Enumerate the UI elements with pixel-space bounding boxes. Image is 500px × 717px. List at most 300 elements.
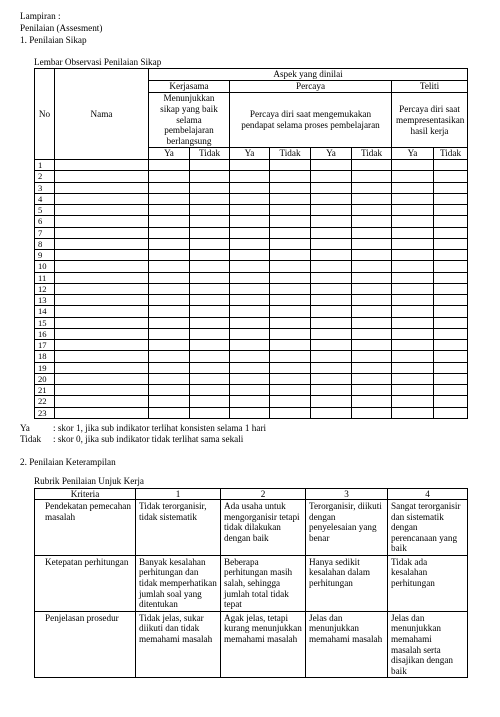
group-teliti: Teliti — [392, 81, 468, 93]
score-cell[interactable] — [149, 193, 190, 204]
score-cell[interactable] — [352, 396, 392, 407]
rubric-row — [35, 500, 468, 556]
row-number: 14 — [35, 306, 55, 317]
row-number: 13 — [35, 295, 55, 306]
table-row — [35, 362, 468, 373]
score-cell[interactable] — [352, 182, 392, 193]
score-cell[interactable] — [392, 407, 434, 418]
score-cell[interactable] — [190, 193, 230, 204]
score-cell[interactable] — [434, 351, 468, 362]
score-cell[interactable] — [352, 295, 392, 306]
score-cell[interactable] — [149, 340, 190, 351]
score-cell[interactable] — [311, 272, 352, 283]
score-cell[interactable] — [392, 317, 434, 328]
rubric-cell-score-2: Agak jelas, tetapi kurang menunjukkan memahami masalah — [221, 611, 306, 677]
score-cell[interactable] — [434, 216, 468, 227]
table-row — [35, 328, 468, 339]
name-cell[interactable] — [55, 328, 149, 339]
score-cell[interactable] — [434, 160, 468, 171]
row-number: 2 — [35, 171, 55, 182]
score-cell[interactable] — [311, 261, 352, 272]
table-row — [35, 171, 468, 182]
name-cell[interactable] — [55, 283, 149, 294]
row-number: 23 — [35, 407, 55, 418]
score-cell[interactable] — [352, 193, 392, 204]
score-cell[interactable] — [352, 227, 392, 238]
score-cell[interactable] — [230, 171, 270, 182]
name-cell[interactable] — [55, 160, 149, 171]
score-cell[interactable] — [311, 193, 352, 204]
score-cell[interactable] — [434, 362, 468, 373]
table-row — [35, 227, 468, 238]
row-number: 12 — [35, 283, 55, 294]
rubric-caption: Rubrik Penilaian Unjuk Kerja — [34, 476, 144, 486]
table-row — [35, 272, 468, 283]
score-cell[interactable] — [311, 396, 352, 407]
score-cell[interactable] — [352, 272, 392, 283]
score-cell[interactable] — [149, 295, 190, 306]
score-cell[interactable] — [352, 407, 392, 418]
score-cell[interactable] — [352, 351, 392, 362]
score-cell[interactable] — [149, 261, 190, 272]
row-number: 18 — [35, 351, 55, 362]
score-cell[interactable] — [311, 351, 352, 362]
score-cell[interactable] — [230, 351, 270, 362]
score-cell[interactable] — [190, 317, 230, 328]
table-row — [35, 182, 468, 193]
name-cell[interactable] — [55, 193, 149, 204]
row-number: 4 — [35, 193, 55, 204]
score-cell[interactable] — [352, 171, 392, 182]
score-cell[interactable] — [392, 272, 434, 283]
rubric-table — [34, 488, 468, 678]
score-cell[interactable] — [149, 306, 190, 317]
score-cell[interactable] — [352, 250, 392, 261]
score-cell[interactable] — [311, 182, 352, 193]
score-cell[interactable] — [149, 238, 190, 249]
score-cell[interactable] — [190, 385, 230, 396]
score-cell[interactable] — [230, 216, 270, 227]
row-number: 11 — [35, 272, 55, 283]
score-cell[interactable] — [230, 385, 270, 396]
table-row — [35, 238, 468, 249]
score-cell[interactable] — [352, 340, 392, 351]
score-cell[interactable] — [311, 171, 352, 182]
rubric-header-score-1: 1 — [136, 489, 221, 500]
score-cell[interactable] — [190, 250, 230, 261]
table-row — [35, 216, 468, 227]
row-number: 20 — [35, 373, 55, 384]
observation-table — [34, 68, 468, 419]
score-cell[interactable] — [311, 306, 352, 317]
score-cell[interactable] — [392, 238, 434, 249]
score-cell[interactable] — [230, 328, 270, 339]
score-cell[interactable] — [149, 171, 190, 182]
score-cell[interactable] — [230, 261, 270, 272]
name-cell[interactable] — [55, 171, 149, 182]
table-row — [35, 295, 468, 306]
table-row — [35, 373, 468, 384]
score-cell[interactable] — [311, 328, 352, 339]
score-cell[interactable] — [190, 340, 230, 351]
row-number: 16 — [35, 328, 55, 339]
legend-ya-key: Ya — [20, 423, 30, 433]
score-cell[interactable] — [352, 362, 392, 373]
table-row — [35, 250, 468, 261]
score-cell[interactable] — [434, 328, 468, 339]
rubric-cell-score-2: Beberapa perhitungan masih salah, sehingga jumlah total tidak tepat — [221, 555, 306, 611]
score-cell[interactable] — [270, 238, 311, 249]
legend-tidak-key: Tidak — [20, 434, 42, 444]
score-cell[interactable] — [190, 351, 230, 362]
score-cell[interactable] — [311, 216, 352, 227]
score-cell[interactable] — [270, 306, 311, 317]
aspek-header: Aspek yang dinilai — [149, 69, 468, 81]
score-cell[interactable] — [270, 171, 311, 182]
rubric-cell-score-1: Tidak terorganisir, tidak sistematik — [136, 500, 221, 556]
score-cell[interactable] — [392, 340, 434, 351]
score-cell[interactable] — [230, 193, 270, 204]
score-cell[interactable] — [270, 272, 311, 283]
name-cell[interactable] — [55, 261, 149, 272]
rubric-criteria: Ketepatan perhitungan — [35, 555, 136, 611]
score-cell[interactable] — [230, 227, 270, 238]
subheader-tidak: Tidak — [270, 148, 311, 160]
legend-tidak-text: : skor 0, jika sub indikator tidak terlihat sama sekali — [53, 434, 244, 444]
score-cell[interactable] — [311, 295, 352, 306]
score-cell[interactable] — [190, 160, 230, 171]
score-cell[interactable] — [392, 250, 434, 261]
score-cell[interactable] — [230, 238, 270, 249]
score-cell[interactable] — [190, 238, 230, 249]
row-number: 17 — [35, 340, 55, 351]
score-cell[interactable] — [392, 261, 434, 272]
score-cell[interactable] — [270, 362, 311, 373]
name-cell[interactable] — [55, 340, 149, 351]
name-cell[interactable] — [55, 306, 149, 317]
score-cell[interactable] — [270, 283, 311, 294]
rubric-cell-score-1: Tidak jelas, sukar diikuti dan tidak memahami masalah — [136, 611, 221, 677]
rubric-header-score-2: 2 — [221, 489, 306, 500]
score-cell[interactable] — [352, 205, 392, 216]
rubric-cell-score-4: Tidak ada kesalahan perhitungan — [388, 555, 468, 611]
table-caption-observasi: Lembar Observasi Penilaian Sikap — [34, 57, 162, 67]
group-percaya: Percaya — [230, 81, 392, 93]
score-cell[interactable] — [352, 261, 392, 272]
rubric-cell-score-3: Jelas dan menunjukkan memahami masalah — [306, 611, 388, 677]
score-cell[interactable] — [434, 373, 468, 384]
row-number: 1 — [35, 160, 55, 171]
score-cell[interactable] — [230, 250, 270, 261]
score-cell[interactable] — [149, 182, 190, 193]
rubric-cell-score-4: Sangat terorganisir dan sistematik dengan perencanaan yang baik — [388, 500, 468, 556]
row-number: 9 — [35, 250, 55, 261]
col-nama-header: Nama — [55, 69, 149, 160]
section-heading-keterampilan: 2. Penilaian Keterampilan — [20, 457, 116, 467]
table-row — [35, 306, 468, 317]
score-cell[interactable] — [392, 182, 434, 193]
rubric-cell-score-2: Ada usaha untuk mengorganisir tetapi tidak dilakukan dengan baik — [221, 500, 306, 556]
score-cell[interactable] — [230, 396, 270, 407]
score-cell[interactable] — [190, 261, 230, 272]
score-cell[interactable] — [270, 160, 311, 171]
table-row — [35, 160, 468, 171]
table-row — [35, 205, 468, 216]
rubric-header-score-3: 3 — [306, 489, 388, 500]
score-cell[interactable] — [434, 272, 468, 283]
score-cell[interactable] — [352, 373, 392, 384]
score-cell[interactable] — [434, 182, 468, 193]
row-number: 6 — [35, 216, 55, 227]
score-cell[interactable] — [392, 205, 434, 216]
score-cell[interactable] — [149, 396, 190, 407]
score-cell[interactable] — [270, 261, 311, 272]
rubric-cell-score-4: Jelas dan menunjukkan memahami masalah serta disajikan dengan baik — [388, 611, 468, 677]
score-cell[interactable] — [149, 351, 190, 362]
name-cell[interactable] — [55, 182, 149, 193]
subheader-tidak: Tidak — [434, 148, 468, 160]
score-cell[interactable] — [352, 283, 392, 294]
name-cell[interactable] — [55, 205, 149, 216]
score-cell[interactable] — [434, 227, 468, 238]
title: Lampiran : — [20, 11, 61, 21]
score-cell[interactable] — [270, 317, 311, 328]
score-cell[interactable] — [311, 227, 352, 238]
score-cell[interactable] — [434, 317, 468, 328]
table-row — [35, 193, 468, 204]
score-cell[interactable] — [190, 216, 230, 227]
score-cell[interactable] — [149, 373, 190, 384]
score-cell[interactable] — [392, 385, 434, 396]
score-cell[interactable] — [392, 227, 434, 238]
score-cell[interactable] — [392, 160, 434, 171]
score-cell[interactable] — [270, 340, 311, 351]
subheader-ya: Ya — [230, 148, 270, 160]
score-cell[interactable] — [392, 396, 434, 407]
col-no-header: No — [35, 69, 55, 160]
score-cell[interactable] — [149, 250, 190, 261]
name-cell[interactable] — [55, 227, 149, 238]
score-cell[interactable] — [311, 373, 352, 384]
score-cell[interactable] — [392, 328, 434, 339]
score-cell[interactable] — [190, 227, 230, 238]
score-cell[interactable] — [311, 407, 352, 418]
score-cell[interactable] — [434, 407, 468, 418]
rubric-row — [35, 555, 468, 611]
score-cell[interactable] — [270, 351, 311, 362]
score-cell[interactable] — [270, 373, 311, 384]
row-number: 19 — [35, 362, 55, 373]
row-number: 5 — [35, 205, 55, 216]
name-cell[interactable] — [55, 373, 149, 384]
rubric-cell-score-3: Hanya sedikit kesalahan dalam perhitungan — [306, 555, 388, 611]
descriptor-teliti: Percaya diri saat mempresentasikan hasil kerja — [392, 93, 468, 148]
name-cell[interactable] — [55, 317, 149, 328]
score-cell[interactable] — [149, 407, 190, 418]
table-row — [35, 351, 468, 362]
score-cell[interactable] — [230, 283, 270, 294]
score-cell[interactable] — [352, 216, 392, 227]
table-row — [35, 261, 468, 272]
score-cell[interactable] — [270, 328, 311, 339]
score-cell[interactable] — [270, 407, 311, 418]
rubric-header-kriteria: Kriteria — [35, 489, 136, 500]
score-cell[interactable] — [190, 373, 230, 384]
subheader-tidak: Tidak — [352, 148, 392, 160]
score-cell[interactable] — [190, 396, 230, 407]
score-cell[interactable] — [434, 261, 468, 272]
score-cell[interactable] — [311, 250, 352, 261]
section-heading-sikap: 1. Penilaian Sikap — [20, 35, 87, 45]
score-cell[interactable] — [434, 250, 468, 261]
row-number: 7 — [35, 227, 55, 238]
table-row — [35, 340, 468, 351]
score-cell[interactable] — [230, 160, 270, 171]
score-cell[interactable] — [311, 340, 352, 351]
score-cell[interactable] — [149, 385, 190, 396]
score-cell[interactable] — [352, 238, 392, 249]
score-cell[interactable] — [190, 171, 230, 182]
score-cell[interactable] — [270, 385, 311, 396]
score-cell[interactable] — [230, 295, 270, 306]
subheader-ya: Ya — [311, 148, 352, 160]
score-cell[interactable] — [149, 362, 190, 373]
score-cell[interactable] — [190, 328, 230, 339]
score-cell[interactable] — [352, 328, 392, 339]
rubric-criteria: Penjelasan prosedur — [35, 611, 136, 677]
score-cell[interactable] — [190, 306, 230, 317]
score-cell[interactable] — [230, 340, 270, 351]
row-number: 21 — [35, 385, 55, 396]
score-cell[interactable] — [392, 283, 434, 294]
table-row — [35, 385, 468, 396]
score-cell[interactable] — [190, 407, 230, 418]
row-number: 22 — [35, 396, 55, 407]
score-cell[interactable] — [392, 295, 434, 306]
score-cell[interactable] — [149, 283, 190, 294]
score-cell[interactable] — [352, 317, 392, 328]
score-cell[interactable] — [311, 385, 352, 396]
rubric-header-score-4: 4 — [388, 489, 468, 500]
score-cell[interactable] — [352, 385, 392, 396]
score-cell[interactable] — [311, 205, 352, 216]
rubric-criteria: Pendekatan pemecahan masalah — [35, 500, 136, 556]
group-kerjasama: Kerjasama — [149, 81, 230, 93]
score-cell[interactable] — [270, 396, 311, 407]
subheader-ya: Ya — [392, 148, 434, 160]
name-cell[interactable] — [55, 295, 149, 306]
score-cell[interactable] — [270, 250, 311, 261]
score-cell[interactable] — [149, 216, 190, 227]
score-cell[interactable] — [230, 373, 270, 384]
name-cell[interactable] — [55, 362, 149, 373]
legend-ya-text: : skor 1, jika sub indikator terlihat konsisten selama 1 hari — [53, 423, 267, 433]
score-cell[interactable] — [190, 182, 230, 193]
score-cell[interactable] — [270, 216, 311, 227]
table-row — [35, 407, 468, 418]
rubric-cell-score-3: Terorganisir, diikuti dengan penyelesaian yang benar — [306, 500, 388, 556]
score-cell[interactable] — [149, 205, 190, 216]
score-cell[interactable] — [190, 283, 230, 294]
score-cell[interactable] — [270, 205, 311, 216]
score-cell[interactable] — [270, 295, 311, 306]
score-cell[interactable] — [392, 171, 434, 182]
score-cell[interactable] — [352, 306, 392, 317]
score-cell[interactable] — [434, 171, 468, 182]
rubric-row — [35, 611, 468, 677]
score-cell[interactable] — [392, 351, 434, 362]
score-cell[interactable] — [434, 385, 468, 396]
score-cell[interactable] — [434, 340, 468, 351]
score-cell[interactable] — [190, 295, 230, 306]
name-cell[interactable] — [55, 351, 149, 362]
score-cell[interactable] — [190, 205, 230, 216]
score-cell[interactable] — [352, 160, 392, 171]
score-cell[interactable] — [149, 227, 190, 238]
score-cell[interactable] — [311, 317, 352, 328]
score-cell[interactable] — [434, 283, 468, 294]
name-cell[interactable] — [55, 396, 149, 407]
score-cell[interactable] — [270, 193, 311, 204]
score-cell[interactable] — [190, 362, 230, 373]
score-cell[interactable] — [311, 160, 352, 171]
table-row — [35, 396, 468, 407]
score-cell[interactable] — [434, 193, 468, 204]
score-cell[interactable] — [392, 193, 434, 204]
name-cell[interactable] — [55, 407, 149, 418]
score-cell[interactable] — [392, 306, 434, 317]
name-cell[interactable] — [55, 385, 149, 396]
score-cell[interactable] — [149, 328, 190, 339]
rubric-cell-score-1: Banyak kesalahan perhitungan dan tidak memperhatikan jumlah soal yang ditentukan — [136, 555, 221, 611]
score-cell[interactable] — [434, 205, 468, 216]
score-cell[interactable] — [230, 362, 270, 373]
score-cell[interactable] — [230, 317, 270, 328]
score-cell[interactable] — [311, 283, 352, 294]
score-cell[interactable] — [270, 182, 311, 193]
score-cell[interactable] — [392, 362, 434, 373]
score-cell[interactable] — [190, 272, 230, 283]
score-cell[interactable] — [230, 205, 270, 216]
row-number: 3 — [35, 182, 55, 193]
score-cell[interactable] — [392, 373, 434, 384]
score-cell[interactable] — [434, 306, 468, 317]
name-cell[interactable] — [55, 238, 149, 249]
score-cell[interactable] — [230, 182, 270, 193]
score-cell[interactable] — [230, 306, 270, 317]
row-number: 15 — [35, 317, 55, 328]
score-cell[interactable] — [434, 295, 468, 306]
score-cell[interactable] — [311, 362, 352, 373]
score-cell[interactable] — [434, 238, 468, 249]
score-cell[interactable] — [392, 216, 434, 227]
descriptor-percaya: Percaya diri saat mengemukakan pendapat selama proses pembelajaran — [230, 93, 392, 148]
score-cell[interactable] — [149, 272, 190, 283]
table-row — [35, 317, 468, 328]
score-cell[interactable] — [149, 317, 190, 328]
score-cell[interactable] — [230, 407, 270, 418]
name-cell[interactable] — [55, 216, 149, 227]
score-cell[interactable] — [434, 396, 468, 407]
row-number: 8 — [35, 238, 55, 249]
score-cell[interactable] — [230, 272, 270, 283]
row-number: 10 — [35, 261, 55, 272]
score-cell[interactable] — [149, 160, 190, 171]
name-cell[interactable] — [55, 272, 149, 283]
name-cell[interactable] — [55, 250, 149, 261]
score-cell[interactable] — [270, 227, 311, 238]
score-cell[interactable] — [311, 238, 352, 249]
